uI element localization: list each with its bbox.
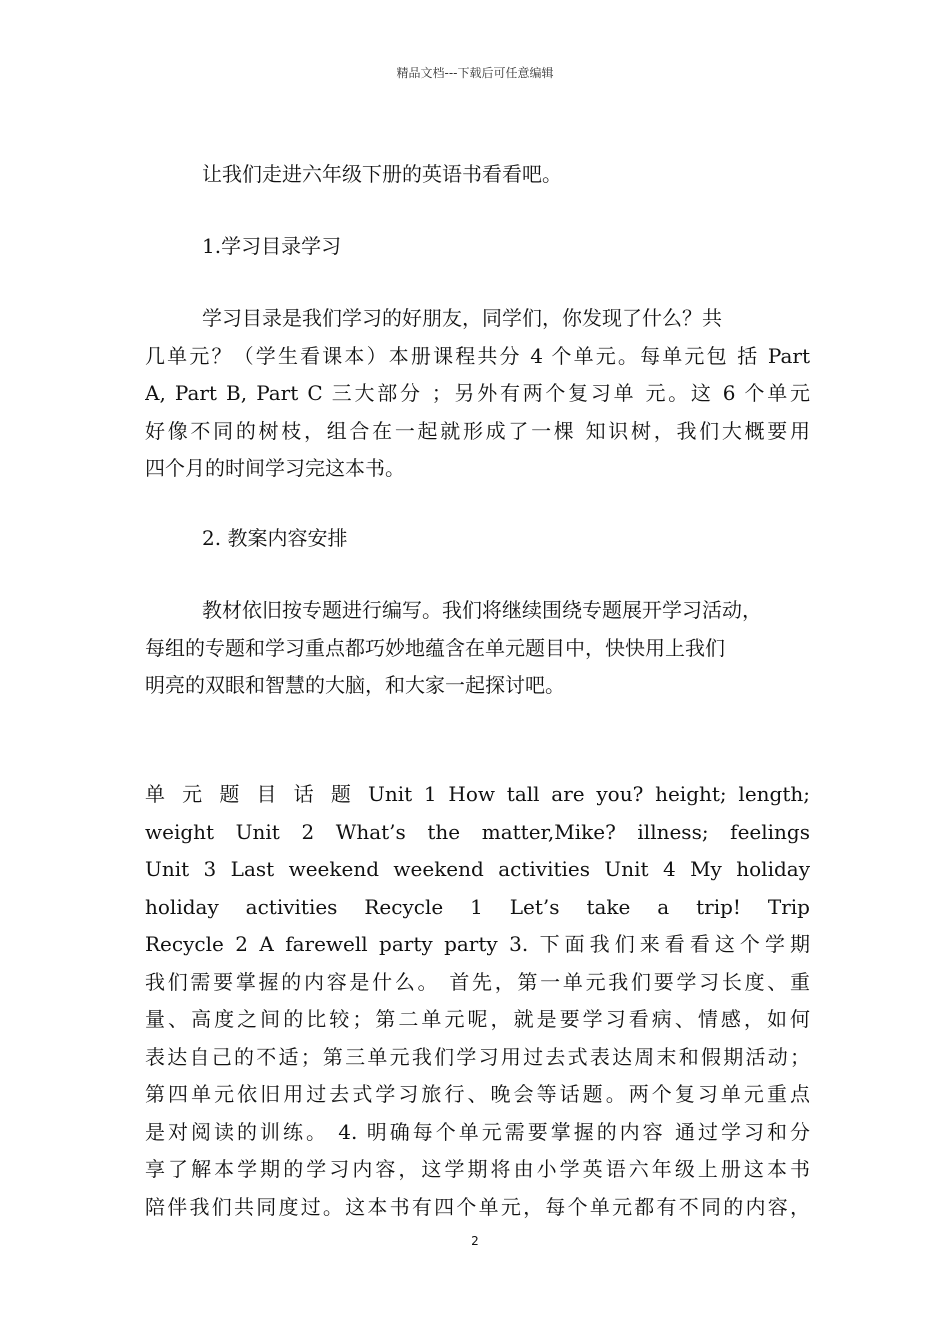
page-header: 精品文档---下载后可任意编辑: [396, 66, 554, 80]
section-heading-1: 1.学习目录学习: [202, 234, 342, 258]
paragraph-line: 第四单元依旧用过去式学习旅行、晚会等话题。两个复习单元重点: [145, 1082, 810, 1106]
section-heading-2: 2. 教案内容安排: [202, 526, 348, 550]
paragraph-line: 是对阅读的训练。 4. 明确每个单元需要掌握的内容 通过学习和分: [145, 1119, 810, 1144]
paragraph-line: A, Part B, Part C 三大部分 ；另外有两个复习单 元。这 6 个单元: [145, 381, 810, 405]
paragraph-line: weight Unit 2 What’s the matter,Mike? illness; feelings: [145, 819, 810, 844]
paragraph-line: 享了解本学期的学习内容，这学期将由小学英语六年级上册这本书: [145, 1157, 810, 1181]
paragraph-line: 教材依旧按专题进行编写。我们将继续围绕专题展开学习活动，: [202, 598, 762, 622]
paragraph-line: 每组的专题和学习重点都巧妙地蕴含在单元题目中，快快用上我们: [145, 635, 725, 660]
paragraph-line: 单 元 题 目 话 题 Unit 1 How tall are you? height; length;: [145, 782, 810, 806]
paragraph-line: 学习目录是我们学习的好朋友，同学们，你发现了什么？共: [202, 306, 722, 330]
intro-text: 让我们走进六年级下册的英语书看看吧。: [202, 162, 562, 186]
section3-paragraph: [145, 776, 810, 1226]
paragraph-line: 陪伴我们共同度过。这本书有四个单元，每个单元都有不同的内容，: [145, 1194, 810, 1219]
paragraph-line: 几单元？（学生看课本）本册课程共分 4 个单元。每单元包 括 Part: [145, 343, 810, 368]
paragraph-line: Unit 3 Last weekend weekend activities Unit 4 My holiday: [145, 857, 810, 881]
paragraph-line: 好像不同的树枝，组合在一起就形成了一棵 知识树，我们大概要用: [145, 418, 810, 443]
paragraph-line: holiday activities Recycle 1 Let’s take a trip! Trip: [145, 894, 810, 919]
paragraph-line: Recycle 2 A farewell party party 3. 下面我们来看看这个学期: [145, 932, 810, 956]
paragraph-line: 我们需要掌握的内容是什么。 首先，第一单元我们要学习长度、重: [145, 969, 810, 994]
section2-paragraph: [145, 592, 810, 705]
page-number: 2: [471, 1234, 479, 1248]
paragraph-line: 表达自己的不适；第三单元我们学习用过去式表达周末和假期活动；: [145, 1044, 810, 1069]
paragraph-line: 四个月的时间学习完这本书。: [145, 456, 405, 480]
paragraph-line: 明亮的双眼和智慧的大脑，和大家一起探讨吧。: [145, 673, 565, 697]
section1-paragraph: [145, 300, 810, 488]
paragraph-line: 量、高度之间的比较；第二单元呢，就是要学习看病、情感，如何: [145, 1007, 810, 1031]
